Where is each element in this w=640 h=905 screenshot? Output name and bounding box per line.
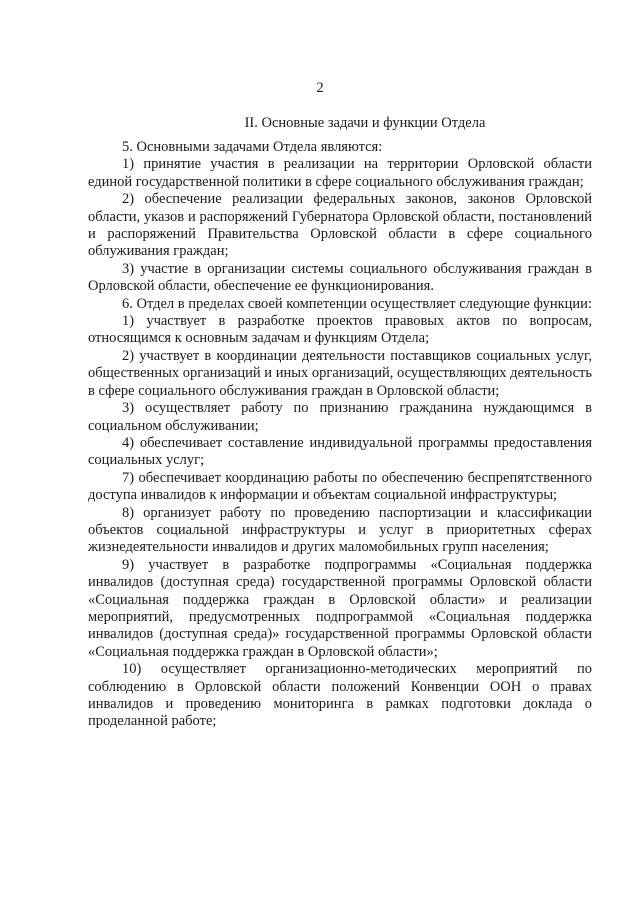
paragraph-task-1: 1) принятие участия в реализации на территории Орловской области единой государственной политики в сфере социального обслуживания граждан; [88,156,592,190]
paragraph-tasks-intro: 5. Основными задачами Отдела являются: [122,139,383,155]
paragraph-function-4: 4) обеспечивает составление индивидуальной программы предоставления социальных услуг; [88,434,592,469]
page-number: 2 [316,80,324,96]
paragraph-function-7: 7) обеспечивает координацию работы по обеспечению беспрепятственного доступа инвалидов к информации и объектам социальной инфраструктуры; [88,469,592,504]
paragraph-function-10: 10) осуществляет организационно-методических мероприятий по соблюдению в Орловской области положений Конвенции ООН о правах инвалидов и проведению мониторинга в рамках подготовки доклада о проделанной работе; [88,661,592,730]
paragraph-function-9: 9) участвует в разработке подпрограммы «Социальная поддержка инвалидов (доступная среда) государственной программы Орловской области «Социальная поддержка граждан в Орловской области» и реализации мероприятий, предусмотренных подпрограммой «Социальная поддержка инвалидов (доступная среда)» государственной программы Орловской области «Социальная поддержка граждан в Орловской области»; [88,556,592,660]
paragraph-function-8: 8) организует работу по проведению паспортизации и классификации объектов социальной инфраструктуры и услуг в приоритетных сферах жизнедеятельности инвалидов и других маломобильных групп населения; [88,504,592,556]
paragraph-function-1: 1) участвует в разработке проектов правовых актов по вопросам, относящимся к основным задачам и функциям Отдела; [88,313,592,347]
paragraph-functions-intro: 6. Отдел в пределах своей компетенции осуществляет следующие функции: [122,295,592,312]
paragraph-function-2: 2) участвует в координации деятельности поставщиков социальных услуг, общественных организаций и иных организаций, осуществляющих деятельность в сфере социального обслуживания граждан в Орловской области; [88,347,592,399]
paragraph-task-2: 2) обеспечение реализации федеральных законов, законов Орловской области, указов и распоряжений Губернатора Орловской области, постановлений и распоряжений Правительства Орловской области в сфере социального облуживания граждан; [88,191,592,260]
paragraph-function-3: 3) осуществляет работу по признанию гражданина нуждающимся в социальном обслуживании; [88,400,592,434]
section-title: II. Основные задачи и функции Отдела [244,115,486,131]
document-body [88,139,592,731]
paragraph-task-3: 3) участие в организации системы социального обслуживания граждан в Орловской области, обеспечение ее функционирования. [88,260,592,295]
